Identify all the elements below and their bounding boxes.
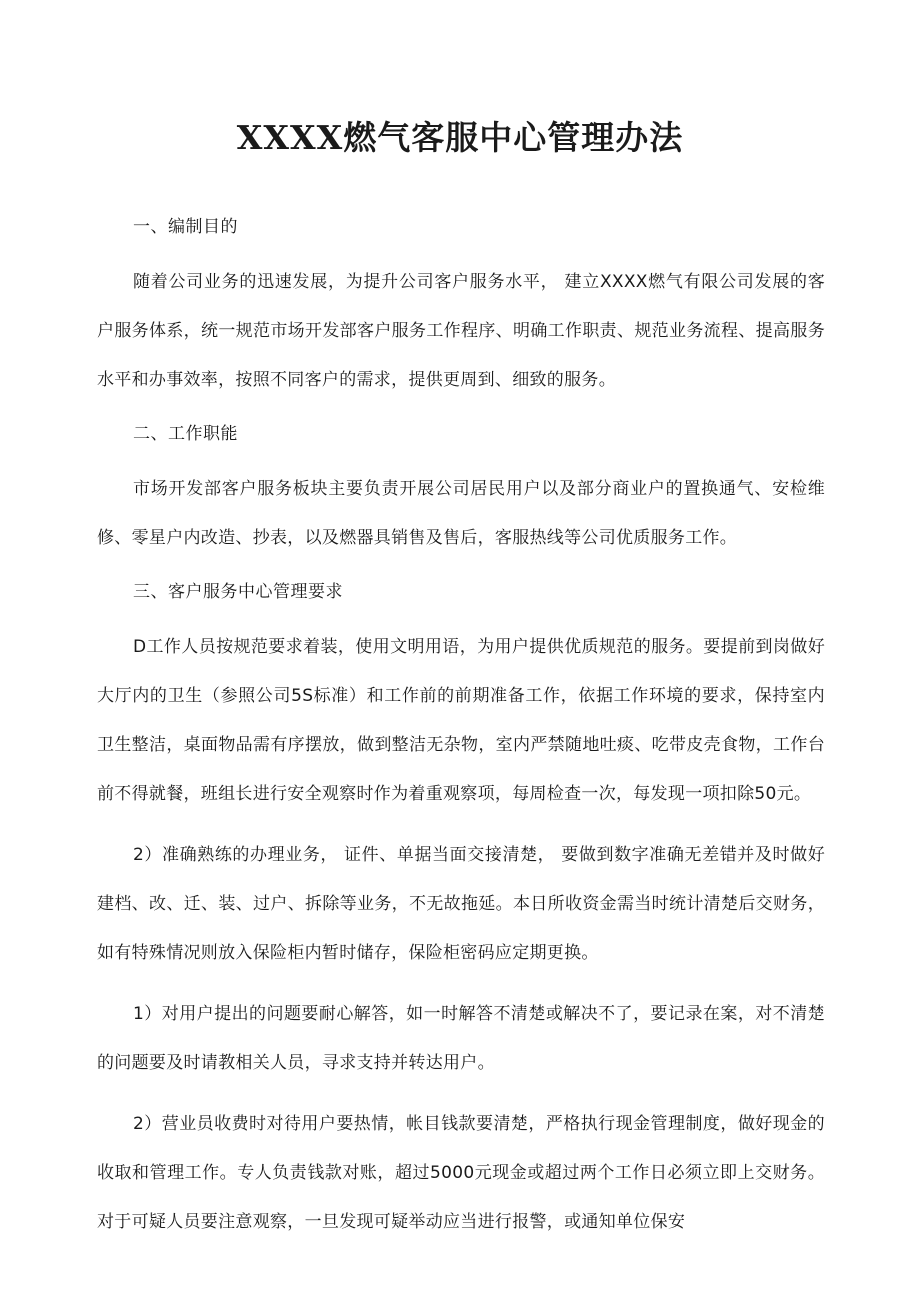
paragraph: 2）营业员收费时对待用户要热情，帐目钱款要清楚，严格执行现金管理制度，做好现金的收取和管理工作。专人负责钱款对账，超过5000元现金或超过两个工作日必须立即上交财务。对于可疑人员要注意观察，一旦发现可疑举动应当进行报警，或通知单位保安 xyxy=(97,1114,825,1232)
section-heading: 三、客户服务中心管理要求 xyxy=(133,582,343,602)
paragraph: 市场开发部客户服务板块主要负责开展公司居民用户以及部分商业户的置换通气、安检维修、零星户内改造、抄表，以及燃器具销售及售后，客服热线等公司优质服务工作。 xyxy=(97,479,825,548)
paragraph: D工作人员按规范要求着装，使用文明用语，为用户提供优质规范的服务。要提前到岗做好大厅内的卫生（参照公司5S标准）和工作前的前期准备工作，依据工作环境的要求，保持室内卫生整洁，桌面物品需有序摆放，做到整洁无杂物，室内严禁随地吐痰、吃带皮壳食物，工作台前不得就餐，班组长进行安全观察时作为着重观察项，每周检查一次，每发现一项扣除50元。 xyxy=(97,637,825,804)
document-title: XXXX燃气客服中心管理办法 xyxy=(236,118,684,157)
paragraph: 1）对用户提出的问题要耐心解答，如一时解答不清楚或解决不了，要记录在案，对不清楚的问题要及时请教相关人员，寻求支持并转达用户。 xyxy=(97,1004,825,1073)
paragraph: 随着公司业务的迅速发展，为提升公司客户服务水平， 建立XXXX燃气有限公司发展的客户服务体系，统一规范市场开发部客户服务工作程序、明确工作职责、规范业务流程、提高服务水平和办事效率，按照不同客户的需求，提供更周到、细致的服务。 xyxy=(97,272,825,390)
section-heading: 二、工作职能 xyxy=(133,424,238,444)
section-heading: 一、编制目的 xyxy=(133,217,238,237)
paragraph: 2）准确熟练的办理业务， 证件、单据当面交接清楚， 要做到数字准确无差错并及时做好建档、改、迁、装、过户、拆除等业务，不无故拖延。本日所收资金需当时统计清楚后交财务，如有特殊情况则放入保险柜内暂时储存，保险柜密码应定期更换。 xyxy=(97,845,825,963)
document-body xyxy=(97,210,825,1259)
